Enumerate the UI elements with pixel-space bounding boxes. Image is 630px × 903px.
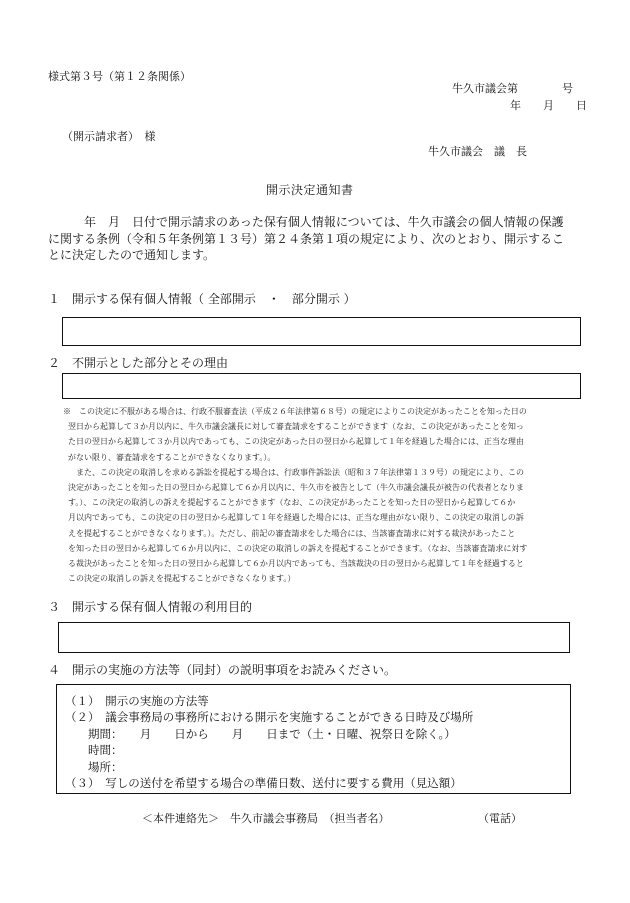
method-item-1: （１） 開示の実施の方法等: [65, 694, 209, 708]
note-line: 月以内であっても、この決定の日の翌日から起算して１年を経過した場合には、正当な理由がない限り、この決定の取消しの訴: [68, 513, 524, 523]
method-item-3: （３） 写しの送付を希望する場合の準備日数、送付に要する費用（見込額）: [65, 776, 462, 791]
addressee: （開示請求者） 様: [62, 130, 156, 143]
note-line: た日の翌日から起算して３か月以内であっても、この決定があった日の翌日から起算して１年を経過した場合には、正当な理由: [68, 437, 524, 447]
section-3-heading: ３ 開示する保有個人情報の利用目的: [48, 600, 253, 614]
method-item-2: （２） 議会事務局の事務所における開示を実施することができる日時及び場所: [65, 710, 474, 725]
intro-line: とに決定したので通知します。: [48, 248, 216, 262]
section-2-input-box[interactable]: [62, 373, 581, 399]
note-line: 決定があったことを知った日の翌日から起算して６か月以内に、牛久市を被告として（牛久市議会議長が被告の代表者となりま: [68, 483, 524, 493]
note-line: えを提起することができなくなります。）。ただし、前記の審査請求をした場合には、当該審査請求に対する裁決があったこと: [68, 528, 516, 538]
form-number: 様式第３号（第１２条関係）: [48, 70, 191, 83]
intro-paragraph: [48, 214, 582, 264]
note-line: この決定の取消しの訴えを提起することができなくなります。）: [68, 574, 296, 584]
intro-line: 年 月 日付で開示請求のあった保有個人情報については、牛久市議会の個人情報の保護: [48, 215, 564, 229]
section-4-heading: ４ 開示の実施の方法等（同封）の説明事項をお読みください。: [48, 663, 397, 677]
note-line: また、この決定の取消しを求める訴訟を提起する場合は、行政事件訴訟法（昭和３７年法律第１３９号）の規定により、この: [68, 467, 524, 477]
document-title: 開示決定通知書: [266, 183, 354, 197]
disclosure-method-box: [56, 684, 571, 794]
phone-label: （電話）: [478, 812, 522, 825]
note-line: 翌日から起算して３か月以内に、牛久市議会議長に対して審査請求をすることができます（なお、この決定があったことを知っ: [68, 422, 524, 432]
note-line: を知った日の翌日から起算して６か月以内に、この決定の取消しの訴えを提起することができます。（なお、当該審査請求に対す: [68, 543, 528, 553]
section-1-input-box[interactable]: [62, 317, 581, 346]
section-1-heading: １ 開示する保有個人情報（ 全部開示 ・ 部分開示 ）: [48, 292, 356, 306]
document-number: 牛久市議会第 号: [452, 82, 573, 95]
issue-date: 年 月 日: [510, 99, 587, 112]
method-period: 期間： 月 日から 月 日まで（土・日曜、祝祭日を除く。）: [65, 726, 456, 741]
sender: 牛久市議会 議 長: [428, 145, 527, 158]
note-line: がない限り、審査請求をすることができなくなります。）。: [68, 452, 276, 462]
note-line: す。）、この決定の取消しの訴えを提起することができます（なお、この決定があったことを知った日の翌日から起算して６か: [68, 498, 516, 508]
note-line: る裁決があったことを知った日の翌日から起算して６か月以内であっても、当該裁決の日の翌日から起算して１年を経過すると: [68, 559, 524, 569]
note-line: ※ この決定に不服がある場合は、行政不服審査法（平成２６年法律第６８号）の規定によりこの決定があったことを知った日の: [63, 407, 527, 416]
contact-line: ＜本件連絡先＞ 牛久市議会事務局 （担当者名）: [142, 812, 390, 825]
method-place: 場所：: [65, 759, 123, 774]
section-3-input-box[interactable]: [58, 622, 570, 653]
method-time: 時間：: [65, 743, 123, 758]
intro-line: に関する条例（令和５年条例第１３号）第２４条第１項の規定により、次のとおり、開示するこ: [48, 231, 565, 246]
section-2-heading: ２ 不開示とした部分とその理由: [48, 356, 229, 370]
appeal-notes: [63, 404, 585, 586]
